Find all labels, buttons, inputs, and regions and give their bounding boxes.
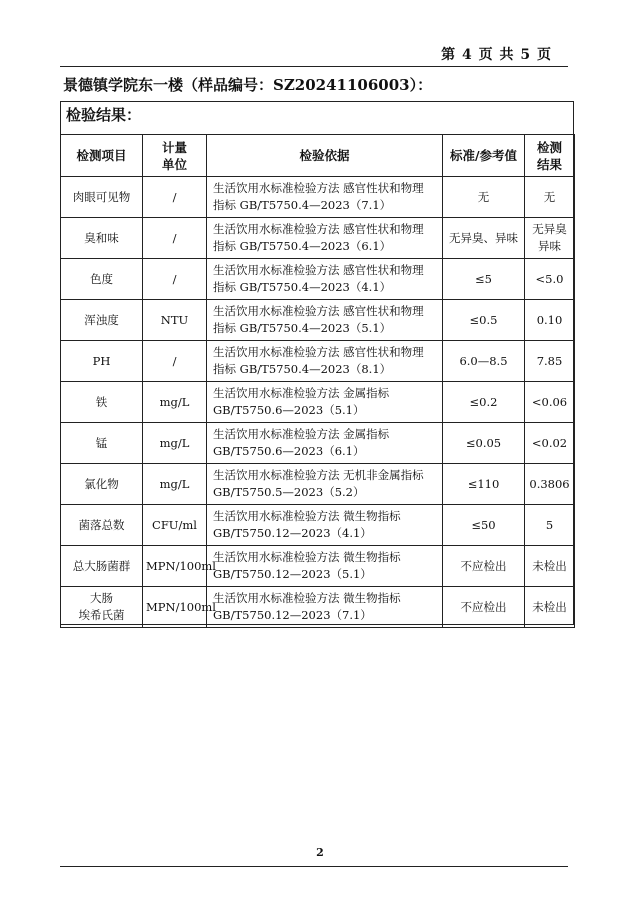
cell-unit-text: /: [172, 271, 177, 286]
header-unit-line2: 单位: [161, 156, 187, 172]
cell-basis: [207, 177, 443, 218]
table-row: [61, 505, 575, 546]
cell-standard-text: 无异臭、异味: [449, 230, 518, 245]
cell-basis-text: 生活饮用水标准检验方法 微生物指标: [213, 550, 401, 564]
cell-standard-text: 无: [477, 189, 490, 204]
cell-item-text: 肉眼可见物: [72, 189, 131, 204]
header-standard: 标准/参考值: [443, 135, 525, 177]
cell-basis-text: 指标 GB/T5750.4—2023（6.1）: [213, 239, 392, 253]
cell-standard: [443, 423, 525, 464]
results-label: 检验结果：: [66, 106, 142, 124]
cell-standard-text: ≤0.2: [469, 394, 498, 409]
cell-unit: [143, 464, 207, 505]
cell-basis: [207, 464, 443, 505]
cell-basis-text: 生活饮用水标准检验方法 金属指标: [213, 386, 390, 400]
cell-basis-text: 指标 GB/T5750.4—2023（7.1）: [213, 198, 392, 212]
header-rule: [60, 66, 568, 67]
cell-basis-text: 生活饮用水标准检验方法 无机非金属指标: [213, 468, 424, 482]
table-row: [61, 464, 575, 505]
cell-basis: [207, 341, 443, 382]
cell-result: [525, 587, 575, 628]
cell-item-text: PH: [92, 353, 111, 368]
cell-unit: [143, 546, 216, 587]
cell-standard-text: 不应检出: [460, 558, 507, 573]
cell-result: [525, 505, 575, 546]
cell-result: [525, 177, 575, 218]
cell-unit: [143, 382, 207, 423]
header-unit-line1: 计量: [161, 139, 187, 155]
cell-unit: [143, 505, 207, 546]
cell-standard: [443, 259, 525, 300]
cell-item: [61, 423, 143, 464]
cell-standard: [443, 177, 525, 218]
cell-item: [61, 464, 143, 505]
cell-standard-text: 不应检出: [460, 599, 507, 614]
cell-standard-text: 6.0—8.5: [459, 353, 508, 368]
cell-standard: [443, 587, 525, 628]
table-row: [61, 218, 575, 259]
cell-unit-text: NTU: [160, 312, 189, 327]
header-unit: [143, 135, 207, 177]
cell-item-text: 锰: [95, 435, 108, 450]
cell-standard: [443, 505, 525, 546]
cell-unit: [143, 177, 207, 218]
cell-standard-text: ≤0.05: [465, 435, 502, 450]
cell-standard: [443, 341, 525, 382]
cell-unit: [143, 259, 207, 300]
cell-basis-text: 生活饮用水标准检验方法 感官性状和物理: [213, 263, 424, 277]
cell-basis-text: 指标 GB/T5750.4—2023（4.1）: [213, 280, 392, 294]
cell-basis: [207, 382, 443, 423]
cell-unit-text: MPN/100ml: [146, 558, 216, 573]
cell-unit-text: /: [172, 189, 177, 204]
cell-result-text: 无异臭: [532, 222, 567, 236]
cell-basis-text: 生活饮用水标准检验方法 感官性状和物理: [213, 222, 424, 236]
header-basis: 检验依据: [207, 135, 443, 177]
cell-result-text: <0.06: [531, 394, 568, 409]
cell-item: [61, 177, 143, 218]
header-result-line2: 结果: [536, 156, 562, 172]
cell-standard: [443, 382, 525, 423]
cell-basis-text: GB/T5750.12—2023（5.1）: [213, 567, 372, 581]
cell-result-text: 0.10: [536, 312, 563, 327]
cell-unit: [143, 300, 207, 341]
cell-basis-text: GB/T5750.5—2023（5.2）: [213, 485, 365, 499]
cell-item: [61, 382, 143, 423]
cell-item-text: 菌落总数: [78, 517, 125, 532]
cell-unit: [143, 218, 207, 259]
cell-item: [61, 218, 143, 259]
cell-result: [525, 341, 575, 382]
header-result: [525, 135, 575, 177]
cell-basis: [207, 259, 443, 300]
cell-basis-text: 生活饮用水标准检验方法 金属指标: [213, 427, 390, 441]
cell-result-text: 无: [543, 189, 556, 204]
cell-result: [525, 382, 575, 423]
cell-basis-text: 生活饮用水标准检验方法 感官性状和物理: [213, 304, 424, 318]
cell-result: [525, 259, 575, 300]
cell-result-text: 异味: [538, 239, 561, 253]
cell-basis-text: GB/T5750.6—2023（5.1）: [213, 403, 365, 417]
cell-standard-text: ≤0.5: [469, 312, 498, 327]
table-row: [61, 341, 575, 382]
cell-basis: [207, 546, 443, 587]
cell-item-text: 总大肠菌群: [72, 558, 131, 573]
cell-standard: [443, 546, 525, 587]
cell-item: [61, 587, 143, 628]
table-row: [61, 177, 575, 218]
cell-basis: [207, 423, 443, 464]
cell-basis-text: 生活饮用水标准检验方法 微生物指标: [213, 509, 401, 523]
cell-basis-text: 指标 GB/T5750.4—2023（5.1）: [213, 321, 392, 335]
cell-result-text: 7.85: [536, 353, 563, 368]
cell-unit-text: /: [172, 353, 177, 368]
cell-item-text: 大肠: [90, 591, 113, 605]
cell-item-text: 色度: [90, 271, 113, 286]
cell-unit-text: /: [172, 230, 177, 245]
cell-unit-text: CFU/ml: [152, 517, 197, 532]
footer-rule: [60, 866, 568, 867]
cell-result-text: 5: [545, 517, 554, 532]
cell-basis: [207, 300, 443, 341]
cell-basis-text: 生活饮用水标准检验方法 感官性状和物理: [213, 345, 424, 359]
cell-basis-text: GB/T5750.12—2023（4.1）: [213, 526, 372, 540]
table-row: [61, 382, 575, 423]
cell-standard-text: ≤110: [467, 476, 500, 491]
cell-standard: [443, 300, 525, 341]
cell-result-text: <0.02: [531, 435, 568, 450]
cell-result: [525, 423, 575, 464]
table-header-row: [61, 135, 575, 177]
cell-basis: [207, 505, 443, 546]
cell-item-text: 铁: [95, 394, 108, 409]
cell-unit-text: mg/L: [159, 394, 190, 409]
cell-item-text: 氯化物: [84, 476, 119, 491]
cell-standard: [443, 464, 525, 505]
results-table: [60, 134, 575, 628]
cell-basis-text: GB/T5750.6—2023（6.1）: [213, 444, 365, 458]
cell-unit-text: mg/L: [159, 435, 190, 450]
cell-item-text: 臭和味: [84, 230, 119, 245]
cell-basis-text: 生活饮用水标准检验方法 感官性状和物理: [213, 181, 424, 195]
cell-basis: [207, 218, 443, 259]
cell-basis-text: GB/T5750.12—2023（7.1）: [213, 608, 372, 622]
cell-unit-text: mg/L: [159, 476, 190, 491]
cell-result: [525, 218, 575, 259]
cell-item-text: 埃希氏菌: [78, 608, 125, 622]
cell-basis: [207, 587, 443, 628]
cell-basis-text: 生活饮用水标准检验方法 微生物指标: [213, 591, 401, 605]
cell-result-text: 未检出: [532, 558, 567, 573]
table-row: [61, 546, 575, 587]
cell-standard: [443, 218, 525, 259]
cell-basis-text: 指标 GB/T5750.4—2023（8.1）: [213, 362, 392, 376]
cell-item: [61, 300, 143, 341]
table-row: [61, 587, 575, 628]
cell-unit: [143, 341, 207, 382]
cell-standard-text: ≤50: [471, 517, 496, 532]
results-body: [61, 177, 575, 628]
table-row: [61, 300, 575, 341]
cell-result-text: 未检出: [532, 599, 567, 614]
header-item: 检测项目: [61, 135, 143, 177]
cell-unit: [143, 423, 207, 464]
cell-result: [525, 300, 575, 341]
cell-result-text: <5.0: [535, 271, 564, 286]
cell-item: [61, 505, 143, 546]
cell-item: [61, 341, 143, 382]
header-result-line1: 检测: [536, 139, 562, 155]
cell-unit: [143, 587, 216, 628]
cell-standard-text: ≤5: [475, 271, 492, 286]
cell-item-text: 浑浊度: [84, 312, 119, 327]
table-row: [61, 259, 575, 300]
cell-item: [61, 259, 143, 300]
page-indicator: 第 4 页 共 5 页: [441, 47, 552, 63]
cell-result: [525, 546, 575, 587]
footer-page-number: 2: [316, 846, 324, 859]
cell-result: [525, 464, 575, 505]
table-row: [61, 423, 575, 464]
cell-item: [61, 546, 143, 587]
cell-result-text: 0.3806: [529, 476, 570, 491]
sample-title: 景德镇学院东一楼（样品编号：SZ20241106003）：: [63, 76, 433, 94]
cell-unit-text: MPN/100ml: [146, 599, 216, 614]
